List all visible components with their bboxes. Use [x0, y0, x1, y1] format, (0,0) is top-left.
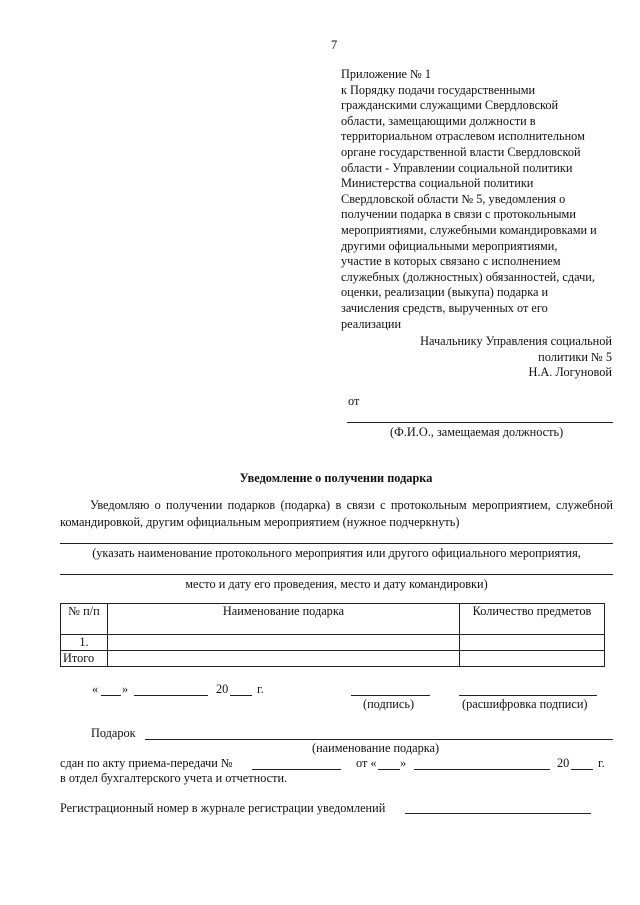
- day-field[interactable]: [101, 695, 121, 696]
- total-quantity-cell[interactable]: [460, 651, 605, 667]
- signature-caption: (подпись): [363, 697, 415, 711]
- appendix-line: Министерства социальной политики: [341, 176, 534, 191]
- appendix-line: области, замещающими должности в: [341, 113, 536, 128]
- table-row: [61, 635, 605, 651]
- date-open-quote: «: [92, 682, 99, 696]
- registration-number-field[interactable]: [405, 813, 591, 814]
- addressee-block: [420, 334, 612, 381]
- appendix-line: к Порядку подачи государственными: [341, 82, 536, 97]
- row-number: 1.: [61, 635, 108, 651]
- from-label: от: [348, 394, 360, 408]
- quantity-cell[interactable]: [460, 635, 605, 651]
- appendix-line: участие в которых связано с исполнением: [341, 254, 561, 269]
- table-header-row: [61, 604, 605, 635]
- act-day-field[interactable]: [378, 769, 400, 770]
- act-year-suffix: г.: [598, 756, 605, 770]
- appendix-line: реализации: [341, 316, 402, 331]
- act-year-field[interactable]: [571, 769, 593, 770]
- addressee-line: Н.А. Логуновой: [528, 365, 612, 380]
- gift-label: Подарок: [91, 726, 136, 740]
- signature-decode-field[interactable]: [459, 695, 597, 696]
- event-caption-1: (указать наименование протокольного мероприятия или другого официального мероприятия,: [92, 546, 581, 560]
- appendix-line: зачисления средств, вырученных от его: [341, 300, 548, 315]
- notice-paragraph: Уведомляю о получении подарков (подарка) в связи с протокольным мероприятием, служебной командировкой, другим официальным мероприятием (нужное подчеркнуть): [60, 498, 613, 529]
- appendix-header: [341, 67, 616, 332]
- total-gift-cell[interactable]: [108, 651, 460, 667]
- year-field[interactable]: [230, 695, 252, 696]
- gift-caption: (наименование подарка): [312, 741, 440, 755]
- header-quantity: Количество предметов: [460, 604, 605, 635]
- appendix-line: мероприятиями, служебными командировками и: [341, 222, 597, 237]
- from-caption: (Ф.И.О., замещаемая должность): [390, 425, 564, 439]
- act-number-field[interactable]: [252, 769, 341, 770]
- event-line-1[interactable]: [60, 543, 613, 544]
- act-date-close: »: [400, 756, 407, 770]
- act-date-open: от «: [356, 756, 377, 770]
- act-month-field[interactable]: [414, 769, 550, 770]
- from-line[interactable]: [347, 422, 613, 423]
- document-title: Уведомление о получении подарка: [239, 471, 433, 485]
- appendix-line: гражданскими служащими Свердловской: [341, 98, 559, 113]
- page-number: 7: [331, 38, 338, 52]
- gifts-table: [60, 603, 605, 667]
- gift-name-field[interactable]: [145, 739, 613, 740]
- department-text: в отдел бухгалтерского учета и отчетности.: [60, 771, 288, 785]
- appendix-line: территориальном отраслевом исполнительном: [341, 129, 585, 144]
- act-year-prefix: 20: [557, 756, 570, 770]
- year-prefix: 20: [216, 682, 229, 696]
- table-total-row: [61, 651, 605, 667]
- header-number: № п/п: [61, 604, 108, 635]
- header-gift-name: Наименование подарка: [108, 604, 460, 635]
- appendix-line: служебных (должностных) обязанностей, сдачи,: [341, 269, 595, 284]
- event-caption-2: место и дату его проведения, место и дату командировки): [185, 577, 488, 591]
- handed-text: сдан по акту приема-передачи №: [60, 756, 233, 770]
- total-label: Итого: [61, 651, 108, 667]
- appendix-line: другими официальными мероприятиями,: [341, 238, 558, 253]
- appendix-line: органе государственной власти Свердловской: [341, 144, 581, 159]
- appendix-line: области - Управлении социальной политики: [341, 160, 573, 175]
- appendix-line: оценки, реализации (выкупа) подарка и: [341, 285, 549, 300]
- month-field[interactable]: [134, 695, 208, 696]
- event-line-2[interactable]: [60, 574, 613, 575]
- addressee-line: Начальнику Управления социальной: [420, 334, 612, 348]
- appendix-line: получении подарка в связи с протокольными: [341, 207, 576, 222]
- signature-decode-caption: (расшифровка подписи): [462, 697, 588, 711]
- appendix-line: Приложение № 1: [341, 67, 432, 81]
- addressee-line: политики № 5: [538, 349, 612, 364]
- date-close-quote: »: [122, 682, 129, 696]
- registration-text: Регистрационный номер в журнале регистрации уведомлений: [60, 801, 386, 815]
- year-suffix: г.: [257, 682, 264, 696]
- appendix-line: Свердловской области № 5, уведомления о: [341, 191, 566, 206]
- signature-field[interactable]: [351, 695, 430, 696]
- gift-name-cell[interactable]: [108, 635, 460, 651]
